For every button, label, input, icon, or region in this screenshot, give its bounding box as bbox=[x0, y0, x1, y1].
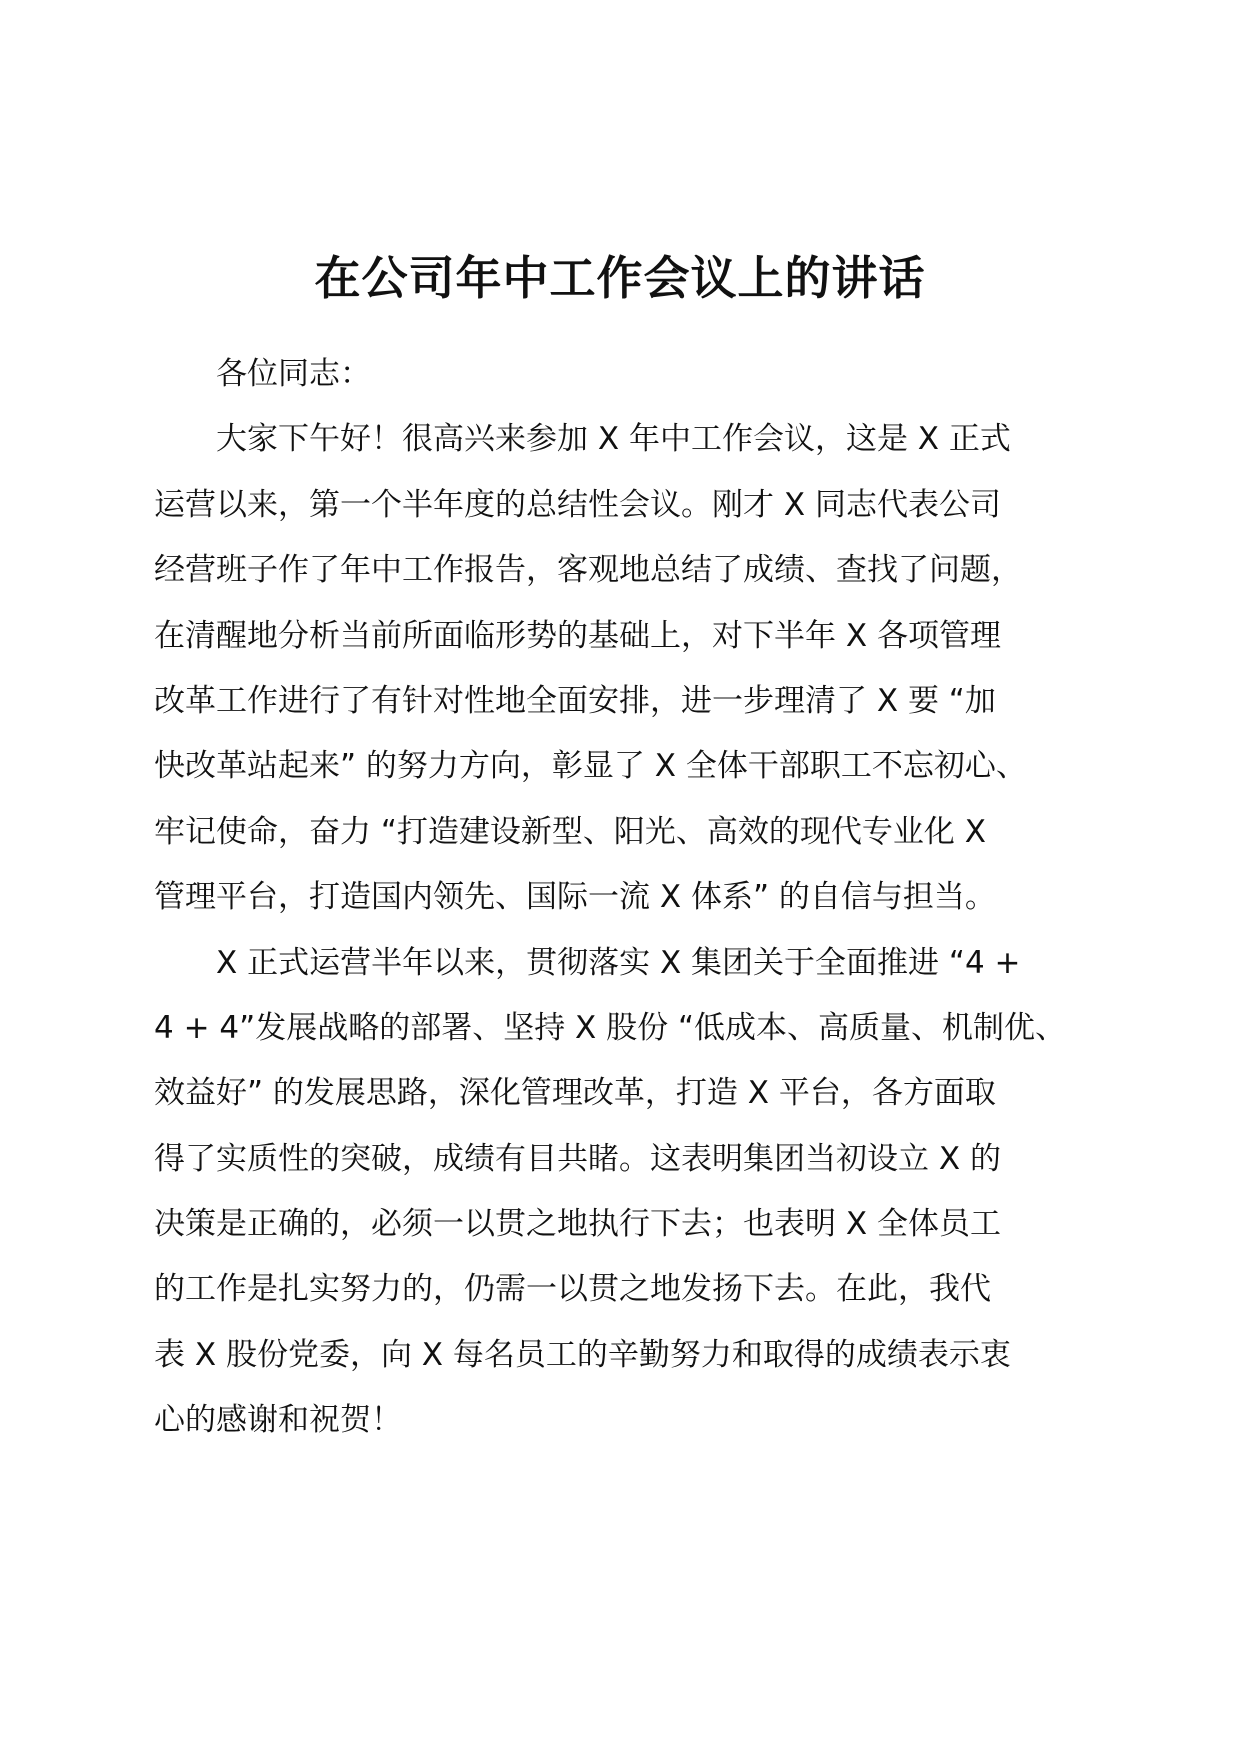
text-line: 效益好” 的发展思路，深化管理改革，打造 X 平台，各方面取 bbox=[154, 1075, 996, 1112]
text-line: 改革工作进行了有针对性地全面安排，进一步理清了 X 要 “加 bbox=[154, 682, 996, 719]
text-line: 的工作是扎实努力的，仍需一以贯之地发扬下去。在此，我代 bbox=[154, 1271, 991, 1308]
text-line: 得了实质性的突破，成绩有目共睹。这表明集团当初设立 X 的 bbox=[154, 1140, 1001, 1177]
salutation-line: 各位同志： bbox=[154, 356, 371, 392]
speech-body bbox=[154, 342, 1114, 1454]
text-line: 决策是正确的，必须一以贯之地执行下去；也表明 X 全体员工 bbox=[154, 1206, 1001, 1243]
text-line: 运营以来，第一个半年度的总结性会议。刚才 X 同志代表公司 bbox=[154, 486, 1001, 523]
text-line: 管理平台，打造国内领先、国际一流 X 体系” 的自信与担当。 bbox=[154, 879, 996, 916]
text-line: 4 + 4”发展战略的部署、坚持 X 股份 “低成本、高质量、机制优、 bbox=[154, 1009, 1067, 1046]
text-line: 快改革站起来” 的努力方向，彰显了 X 全体干部职工不忘初心、 bbox=[154, 748, 1027, 785]
text-line: 经营班子作了年中工作报告，客观地总结了成绩、查找了问题， bbox=[154, 552, 1022, 589]
text-line: 大家下午好！很高兴来参加 X 年中工作会议，这是 X 正式 bbox=[154, 421, 1011, 458]
document-title: 在公司年中工作会议上的讲话 bbox=[314, 251, 926, 305]
text-line: 牢记使命，奋力 “打造建设新型、阳光、高效的现代专业化 X bbox=[154, 813, 987, 850]
text-line: 心的感谢和祝贺！ bbox=[154, 1402, 402, 1439]
text-line: X 正式运营半年以来，贯彻落实 X 集团关于全面推进 “4 + bbox=[154, 944, 1021, 981]
text-line: 在清醒地分析当前所面临形势的基础上，对下半年 X 各项管理 bbox=[154, 617, 1001, 654]
text-line: 表 X 股份党委，向 X 每名员工的辛勤努力和取得的成绩表示衷 bbox=[154, 1336, 1011, 1373]
